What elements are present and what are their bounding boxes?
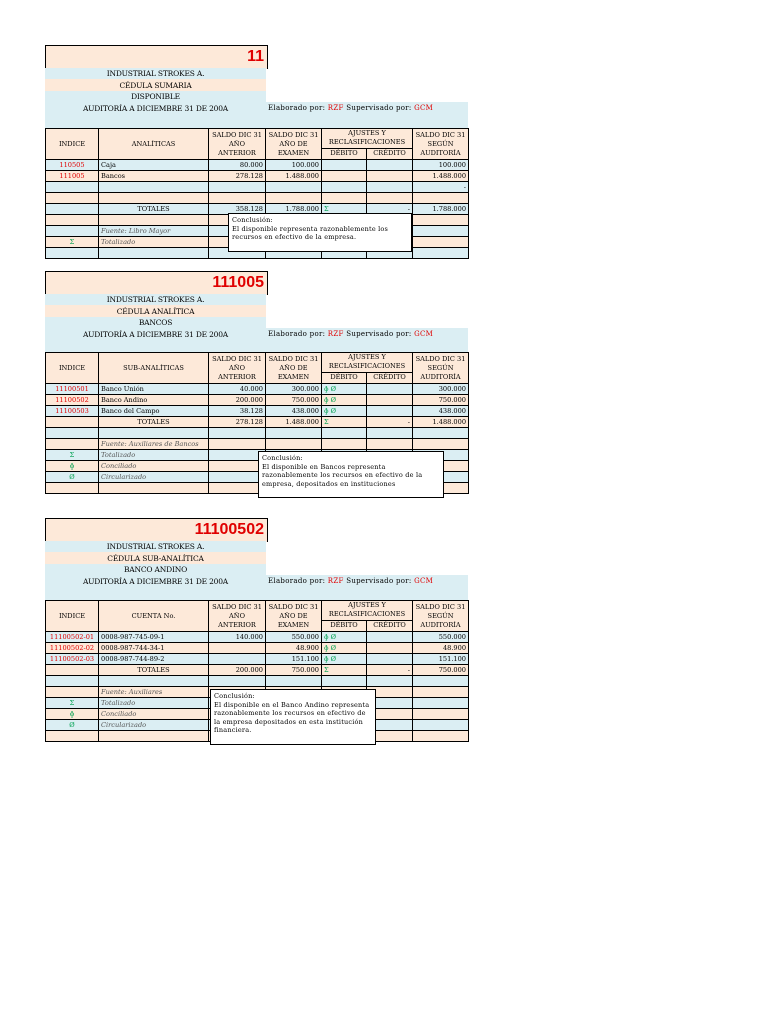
company-name: INDUSTRIAL STROKES A. xyxy=(106,295,205,304)
col-debito: DÉBITO xyxy=(322,372,367,383)
legend-symbol xyxy=(46,439,99,450)
totals-label: TOTALES xyxy=(99,665,209,676)
row-debito xyxy=(322,160,367,171)
legend-symbol: Σ xyxy=(46,698,99,709)
col-saldo-examen: SALDO DIC 31 AÑO DE EXAMEN xyxy=(266,129,322,160)
company-name: INDUSTRIAL STROKES A. xyxy=(106,542,205,551)
totals-sigma: Σ xyxy=(322,204,367,215)
row-auditoria: 438.000 xyxy=(413,406,469,417)
col-debito: DÉBITO xyxy=(322,620,367,631)
row-credito xyxy=(367,406,413,417)
row-credito xyxy=(367,182,413,193)
legend-symbol: ɸ xyxy=(46,709,99,720)
row-credito xyxy=(367,632,413,643)
row-examen: 438.000 xyxy=(266,406,322,417)
col-saldo-auditoria: SALDO DIC 31 SEGÚN AUDITORÍA xyxy=(413,353,469,384)
sheet-number: 111005 xyxy=(212,274,264,291)
conclusion-box xyxy=(210,689,376,745)
legend-text: Circularizado xyxy=(99,720,209,731)
totals-examen: 1.788.000 xyxy=(266,204,322,215)
column-header-row xyxy=(46,353,469,373)
col-analiticas: ANALÍTICAS xyxy=(99,129,209,160)
sheet-sub-analitica xyxy=(45,518,468,754)
sheet-sumaria xyxy=(45,45,468,257)
row-name: 0008-987-744-89-2 xyxy=(99,654,209,665)
totals-row xyxy=(46,417,469,428)
conclusion-title: Conclusión: xyxy=(232,216,273,224)
column-header-row xyxy=(46,129,469,149)
cedula-title: CÉDULA SUMARIA xyxy=(119,81,192,90)
totals-anterior: 358.128 xyxy=(209,204,266,215)
subject-title: DISPONIBLE xyxy=(131,92,180,101)
row-name: 0008-987-745-09-1 xyxy=(99,632,209,643)
elaborado-label: Elaborado por: xyxy=(268,330,326,338)
col-credito: CRÉDITO xyxy=(367,372,413,383)
row-examen: 151.100 xyxy=(266,654,322,665)
legend-symbol: Ø xyxy=(46,472,99,483)
row-mark: ɸ Ø xyxy=(322,406,367,417)
supervisado-value: GCM xyxy=(414,104,434,112)
totals-sigma: Σ xyxy=(322,665,367,676)
row-auditoria: 100.000 xyxy=(413,160,469,171)
col-analiticas: SUB-ANALÍTICAS xyxy=(99,353,209,384)
col-ajustes: AJUSTES Y RECLASIFICACIONES xyxy=(322,129,413,149)
col-saldo-examen: SALDO DIC 31 AÑO DE EXAMEN xyxy=(266,353,322,384)
sheet-header-band xyxy=(45,271,268,295)
row-name: Caja xyxy=(99,160,209,171)
sheet-number: 11100502 xyxy=(194,521,264,538)
table-row xyxy=(46,395,469,406)
row-indice xyxy=(46,182,99,193)
row-indice: 11100503 xyxy=(46,406,99,417)
row-mark: ɸ Ø xyxy=(322,632,367,643)
row-mark: ɸ Ø xyxy=(322,395,367,406)
legend-symbol: ɸ xyxy=(46,461,99,472)
legend-symbol: Ø xyxy=(46,720,99,731)
legend-text: Fuente: Auxiliares de Bancos xyxy=(99,439,209,450)
elaborado-line xyxy=(268,103,433,114)
row-indice: 110505 xyxy=(46,160,99,171)
row-anterior: 80.000 xyxy=(209,160,266,171)
table-row xyxy=(46,632,469,643)
row-indice: 11100502 xyxy=(46,395,99,406)
legend-text: Totalizado xyxy=(99,698,209,709)
legend-text: Circularizado xyxy=(99,472,209,483)
row-indice: 111005 xyxy=(46,171,99,182)
row-credito xyxy=(367,643,413,654)
totals-auditoria: 1.488.000 xyxy=(413,417,469,428)
row-name: Banco Andino xyxy=(99,395,209,406)
col-indice: INDICE xyxy=(46,601,99,632)
conclusion-title: Conclusión: xyxy=(214,692,255,700)
row-credito xyxy=(367,384,413,395)
row-indice: 11100501 xyxy=(46,384,99,395)
conclusion-title: Conclusión: xyxy=(262,454,303,462)
audit-title: AUDITORÍA A DICIEMBRE 31 DE 200A xyxy=(82,330,229,339)
legend-text: Conciliado xyxy=(99,461,209,472)
col-indice: INDICE xyxy=(46,129,99,160)
company-name: INDUSTRIAL STROKES A. xyxy=(106,69,205,78)
col-credito: CRÉDITO xyxy=(367,148,413,159)
row-anterior: 40.000 xyxy=(209,384,266,395)
row-credito xyxy=(367,395,413,406)
row-indice: 11100502-01 xyxy=(46,632,99,643)
totals-examen: 1.488.000 xyxy=(266,417,322,428)
totals-label: TOTALES xyxy=(99,204,209,215)
conclusion-text: El disponible en Bancos representa razonablemente los recursos en efectivo de la empresa, depositados en instituciones xyxy=(262,462,423,488)
col-credito: CRÉDITO xyxy=(367,620,413,631)
row-examen xyxy=(266,182,322,193)
row-mark: ɸ Ø xyxy=(322,643,367,654)
legend-symbol: Σ xyxy=(46,237,99,248)
row-examen: 750.000 xyxy=(266,395,322,406)
table-row xyxy=(46,182,469,193)
legend-text: Totalizado xyxy=(99,237,209,248)
elaborado-label: Elaborado por: xyxy=(268,577,326,585)
row-indice: 11100502-03 xyxy=(46,654,99,665)
legend-symbol xyxy=(46,226,99,237)
legend-text: Conciliado xyxy=(99,709,209,720)
row-anterior: 38.128 xyxy=(209,406,266,417)
totals-anterior: 278.128 xyxy=(209,417,266,428)
row-name xyxy=(99,182,209,193)
supervisado-label: Supervisado por: xyxy=(346,577,412,585)
totals-row xyxy=(46,665,469,676)
totals-anterior: 200.000 xyxy=(209,665,266,676)
row-credito xyxy=(367,171,413,182)
row-anterior xyxy=(209,643,266,654)
row-name: 0008-987-744-34-1 xyxy=(99,643,209,654)
row-auditoria: 750.000 xyxy=(413,395,469,406)
elaborado-value: RZF xyxy=(327,104,344,112)
supervisado-label: Supervisado por: xyxy=(346,104,412,112)
row-name: Banco Unión xyxy=(99,384,209,395)
legend-row xyxy=(46,439,469,450)
totals-auditoria: 1.788.000 xyxy=(413,204,469,215)
row-anterior xyxy=(209,654,266,665)
audit-title: AUDITORÍA A DICIEMBRE 31 DE 200A xyxy=(82,104,229,113)
totals-auditoria: 750.000 xyxy=(413,665,469,676)
table-row xyxy=(46,654,469,665)
row-name: Banco del Campo xyxy=(99,406,209,417)
legend-text: Fuente: Libro Mayor xyxy=(99,226,209,237)
row-mark: ɸ Ø xyxy=(322,384,367,395)
row-credito xyxy=(367,654,413,665)
elaborado-value: RZF xyxy=(327,330,344,338)
row-debito xyxy=(322,182,367,193)
row-auditoria: - xyxy=(413,182,469,193)
elaborado-label: Elaborado por: xyxy=(268,104,326,112)
totals-examen: 750.000 xyxy=(266,665,322,676)
elaborado-value: RZF xyxy=(327,577,344,585)
legend-symbol xyxy=(46,687,99,698)
elaborado-line xyxy=(268,576,433,587)
row-examen: 300.000 xyxy=(266,384,322,395)
col-saldo-anterior: SALDO DIC 31 AÑO ANTERIOR xyxy=(209,353,266,384)
row-anterior: 200.000 xyxy=(209,395,266,406)
conclusion-box xyxy=(258,451,444,498)
col-ajustes: AJUSTES Y RECLASIFICACIONES xyxy=(322,601,413,621)
sheet-header-band xyxy=(45,518,268,542)
table-row xyxy=(46,160,469,171)
totals-label: TOTALES xyxy=(99,417,209,428)
legend-symbol: Σ xyxy=(46,450,99,461)
row-debito xyxy=(322,171,367,182)
conclusion-text: El disponible representa razonablemente los recursos en efectivo de la empresa. xyxy=(232,224,389,241)
supervisado-value: GCM xyxy=(414,577,434,585)
row-indice: 11100502-02 xyxy=(46,643,99,654)
row-auditoria: 48.900 xyxy=(413,643,469,654)
totals-credito: - xyxy=(367,417,413,428)
col-saldo-anterior: SALDO DIC 31 AÑO ANTERIOR xyxy=(209,601,266,632)
totals-credito: - xyxy=(367,204,413,215)
row-examen: 1.488.000 xyxy=(266,171,322,182)
col-saldo-anterior: SALDO DIC 31 AÑO ANTERIOR xyxy=(209,129,266,160)
column-header-row xyxy=(46,601,469,621)
table-row xyxy=(46,406,469,417)
sheet-analitica xyxy=(45,271,468,497)
row-anterior: 140.000 xyxy=(209,632,266,643)
row-auditoria: 1.488.000 xyxy=(413,171,469,182)
conclusion-text: El disponible en el Banco Andino representa razonablemente los recursos en efectivo de la empresa depositados en esta institución financiera. xyxy=(214,700,370,734)
row-anterior: 278.128 xyxy=(209,171,266,182)
elaborado-line xyxy=(268,329,433,340)
col-ajustes: AJUSTES Y RECLASIFICACIONES xyxy=(322,353,413,373)
cedula-title: CÉDULA ANALÍTICA xyxy=(116,307,195,316)
cedula-title: CÉDULA SUB-ANALÍTICA xyxy=(107,554,204,563)
table-row xyxy=(46,384,469,395)
audit-title: AUDITORÍA A DICIEMBRE 31 DE 200A xyxy=(82,577,229,586)
row-mark: ɸ Ø xyxy=(322,654,367,665)
legend-text: Totalizado xyxy=(99,450,209,461)
col-indice: INDICE xyxy=(46,353,99,384)
subject-title: BANCOS xyxy=(138,318,173,327)
col-saldo-auditoria: SALDO DIC 31 SEGÚN AUDITORÍA xyxy=(413,601,469,632)
col-saldo-examen: SALDO DIC 31 AÑO DE EXAMEN xyxy=(266,601,322,632)
col-debito: DÉBITO xyxy=(322,148,367,159)
row-examen: 100.000 xyxy=(266,160,322,171)
conclusion-box xyxy=(228,213,412,252)
sheet-header-band xyxy=(45,45,268,69)
row-examen: 550.000 xyxy=(266,632,322,643)
row-anterior xyxy=(209,182,266,193)
sheet-number: 11 xyxy=(247,48,264,65)
table-row xyxy=(46,643,469,654)
row-auditoria: 550.000 xyxy=(413,632,469,643)
supervisado-label: Supervisado por: xyxy=(346,330,412,338)
row-auditoria: 300.000 xyxy=(413,384,469,395)
supervisado-value: GCM xyxy=(414,330,434,338)
row-examen: 48.900 xyxy=(266,643,322,654)
legend-text: Fuente: Auxiliares xyxy=(99,687,209,698)
totals-sigma: Σ xyxy=(322,417,367,428)
table-row xyxy=(46,171,469,182)
col-cuenta: CUENTA No. xyxy=(99,601,209,632)
row-name: Bancos xyxy=(99,171,209,182)
totals-credito: - xyxy=(367,665,413,676)
col-saldo-auditoria: SALDO DIC 31 SEGÚN AUDITORÍA xyxy=(413,129,469,160)
row-credito xyxy=(367,160,413,171)
subject-title: BANCO ANDINO xyxy=(123,565,188,574)
row-auditoria: 151.100 xyxy=(413,654,469,665)
